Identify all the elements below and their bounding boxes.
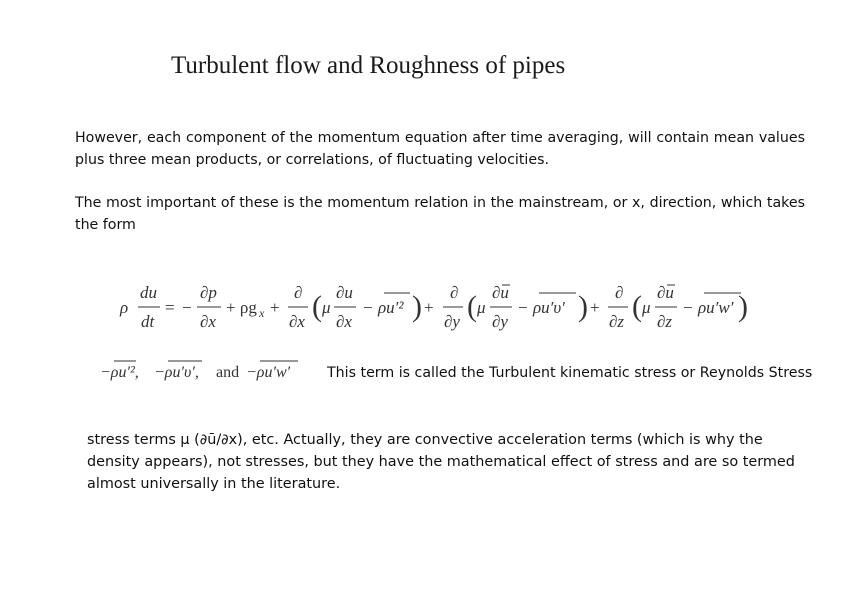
svg-text:−: − [182, 298, 192, 317]
eq-du-dz: ∂z [657, 312, 673, 331]
eq-du-dy: ∂y [492, 312, 508, 331]
term-uw: −ρu′w′ [246, 364, 291, 381]
eq-equals: = [165, 298, 175, 317]
eq-p-num: ∂p [200, 283, 217, 302]
svg-text:(: ( [467, 290, 477, 323]
eq-d3-num: ∂ [615, 283, 624, 302]
svg-text:+: + [424, 298, 434, 317]
reynolds-stress-terms [98, 357, 308, 387]
svg-text:(: ( [312, 290, 322, 323]
eq-d3-den: ∂z [609, 312, 625, 331]
svg-text:): ) [578, 290, 588, 323]
momentum-equation [118, 278, 748, 338]
svg-text:−: − [363, 298, 373, 317]
svg-text:−: − [518, 298, 528, 317]
eq-lhs-num: du [140, 283, 157, 302]
term-and: and [216, 364, 240, 381]
eq-dubar-num-2: ∂u [657, 283, 674, 302]
paragraph-stress-terms: stress terms μ (∂ū/∂x), etc. Actually, they are convective acceleration terms (which is why the density appears), not stresses, but they have the mathematical effect of stress and are so termed almost universally in the literature. [87, 432, 795, 492]
eq-du-num: ∂u [336, 283, 353, 302]
eq-reynolds-2: ρu′υ′ [533, 298, 565, 317]
paragraph-mainstream-relation: The most important of these is the momentum relation in the mainstream, or x, direction, which takes the form [75, 195, 805, 233]
svg-text:(: ( [632, 290, 642, 323]
paragraph-momentum-averaging: However, each component of the momentum equation after time averaging, will contain mean values plus three mean products, or correlations, of fluctuating velocities. [75, 130, 805, 168]
svg-text:−: − [683, 298, 693, 317]
eq-gravity-sub: x [259, 306, 265, 320]
eq-d2-num: ∂ [450, 283, 459, 302]
eq-d1-den: ∂x [289, 312, 305, 331]
eq-rho: ρ [120, 298, 129, 317]
svg-text:+: + [590, 298, 600, 317]
eq-p-den: ∂x [200, 312, 216, 331]
eq-mu-3: μ [642, 298, 651, 317]
term-uu: −ρu′², [100, 364, 139, 381]
term-uv: −ρu′υ′, [154, 364, 199, 381]
page-title: Turbulent flow and Roughness of pipes [171, 52, 566, 79]
reynolds-stress-caption: This term is called the Turbulent kinematic stress or Reynolds Stress [327, 365, 813, 381]
svg-text:): ) [738, 290, 748, 323]
eq-gravity: + ρg [226, 298, 257, 317]
eq-dubar-num: ∂u [492, 283, 509, 302]
eq-d1-num: ∂ [294, 283, 303, 302]
eq-mu-1: μ [322, 298, 331, 317]
eq-reynolds-3: ρu′w′ [698, 298, 734, 317]
eq-du-dx: ∂x [336, 312, 352, 331]
eq-lhs-den: dt [141, 312, 155, 331]
svg-text:): ) [412, 290, 422, 323]
eq-d2-den: ∂y [444, 312, 460, 331]
eq-reynolds-1: ρu′² [378, 298, 404, 317]
eq-mu-2: μ [477, 298, 486, 317]
svg-text:+: + [270, 298, 280, 317]
